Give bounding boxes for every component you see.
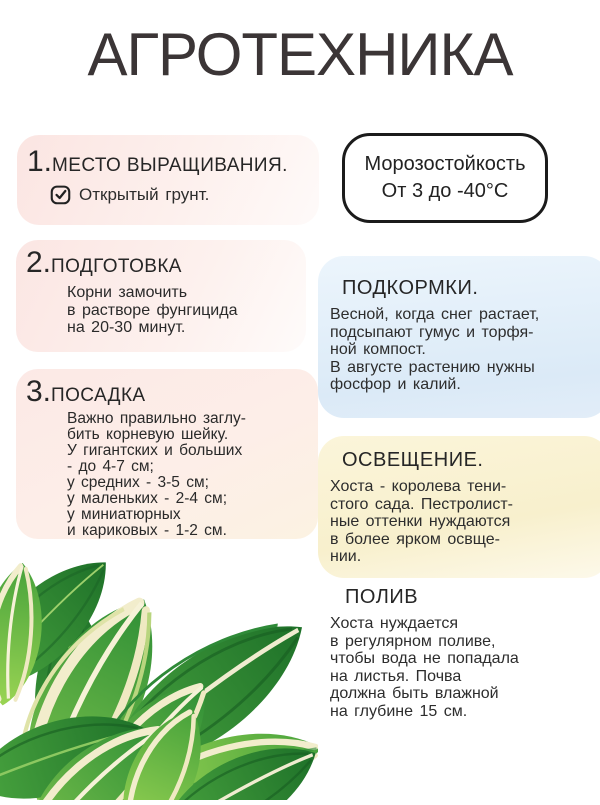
section-lighting-text bbox=[318, 478, 600, 566]
text-line: Важно правильно заглу- bbox=[67, 410, 246, 427]
text-line: У гигантских и больших bbox=[67, 442, 243, 459]
frost-badge-value: От 3 до -40°С bbox=[381, 180, 509, 202]
section-watering-text bbox=[330, 615, 594, 720]
section-heading-preparation: ПОДГОТОВКА bbox=[51, 256, 182, 277]
section-feeding bbox=[318, 256, 600, 418]
text-line: В августе растению нужны bbox=[330, 358, 535, 376]
section-feeding-text bbox=[318, 306, 600, 394]
checkbox-checked-icon[interactable] bbox=[50, 184, 71, 205]
text-line: в растворе фунгицида bbox=[67, 301, 238, 319]
text-line: на глубине 15 см. bbox=[330, 702, 468, 720]
text-line: ные оттенки нуждаются bbox=[330, 513, 511, 530]
section-number-3: 3. bbox=[26, 375, 52, 408]
text-line: у средних - 3-5 см; bbox=[67, 474, 209, 491]
checkbox-label: Открытый грунт. bbox=[79, 184, 210, 204]
text-line: стого сада. Пестролист- bbox=[330, 495, 513, 513]
text-line: Корни замочить bbox=[67, 284, 188, 301]
text-line: в регулярном поливе, bbox=[330, 632, 496, 650]
section-preparation-text bbox=[67, 284, 306, 337]
text-line: в более ярком освще- bbox=[330, 530, 500, 548]
hosta-leaves-image bbox=[0, 551, 318, 800]
text-line: бить корневую шейку. bbox=[67, 426, 229, 443]
section-heading-watering: ПОЛИВ bbox=[345, 586, 419, 608]
section-lighting bbox=[318, 436, 600, 578]
section-planting bbox=[16, 369, 318, 539]
section-heading-lighting: ОСВЕЩЕНИЕ. bbox=[342, 449, 484, 471]
section-number-1: 1. bbox=[27, 145, 53, 178]
section-heading-planting: ПОСАДКА bbox=[51, 385, 146, 406]
text-line: на листья. Почва bbox=[330, 667, 462, 685]
section-growing-place-header bbox=[17, 135, 319, 177]
section-heading-feeding: ПОДКОРМКИ. bbox=[342, 277, 479, 299]
text-line: Весной, когда снег растает, bbox=[330, 306, 540, 323]
text-line: у маленьких - 2-4 см; bbox=[67, 490, 228, 507]
section-planting-text bbox=[67, 411, 318, 539]
frost-hardiness-badge bbox=[342, 133, 548, 223]
text-line: - до 4-7 см; bbox=[67, 458, 154, 475]
section-number-2: 2. bbox=[26, 246, 52, 279]
section-preparation bbox=[16, 240, 306, 352]
text-line: Хоста нуждается bbox=[330, 615, 459, 632]
text-line: Хоста - королева тени- bbox=[330, 478, 507, 495]
text-line: подсыпают гумус и торфя- bbox=[330, 323, 534, 341]
text-line: должна быть влажной bbox=[330, 685, 499, 702]
text-line: у миниатюрных bbox=[67, 506, 181, 523]
section-watering bbox=[330, 578, 594, 720]
section-preparation-header bbox=[16, 240, 306, 278]
open-ground-option bbox=[50, 184, 319, 205]
text-line: фосфор и калий. bbox=[330, 376, 461, 393]
section-heading-place: МЕСТО ВЫРАЩИВАНИЯ. bbox=[52, 155, 288, 176]
page-title: АГРОТЕХНИКА bbox=[87, 21, 513, 88]
section-growing-place bbox=[17, 135, 319, 225]
section-planting-header bbox=[16, 369, 318, 407]
text-line: чтобы вода не попадала bbox=[330, 650, 519, 667]
text-line: на 20-30 минут. bbox=[67, 319, 186, 336]
text-line: ной компост. bbox=[330, 341, 426, 358]
frost-badge-title: Морозостойкость bbox=[364, 153, 526, 175]
text-line: нии. bbox=[330, 548, 362, 565]
text-line: и кариковых - 1-2 см. bbox=[67, 522, 227, 539]
